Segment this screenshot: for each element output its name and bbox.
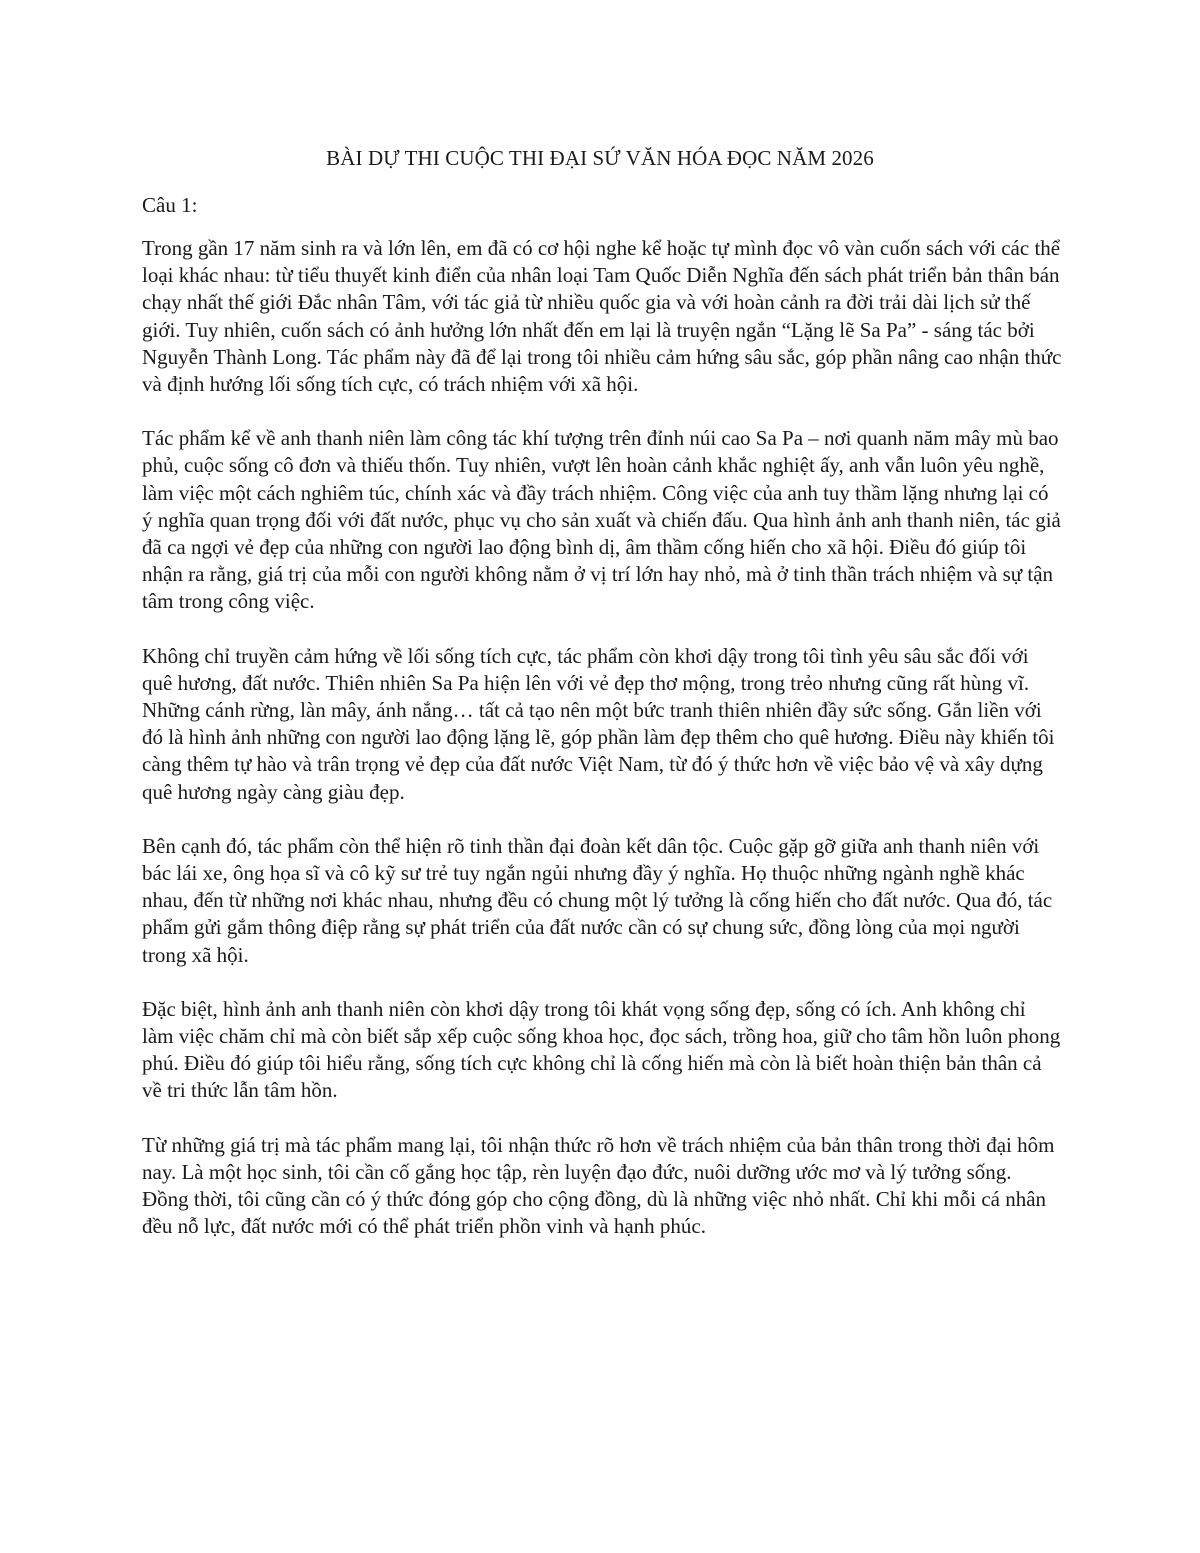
document-title: BÀI DỰ THI CUỘC THI ĐẠI SỨ VĂN HÓA ĐỌC NĂM 2026 <box>326 146 874 170</box>
paragraph-5: Đặc biệt, hình ảnh anh thanh niên còn khơi dậy trong tôi khát vọng sống đẹp, sống có ích. Anh không chỉ làm việc chăm chỉ mà còn biết sắp xếp cuộc sống khoa học, đọc sách, trồng hoa, giữ cho tâm hồn luôn phong phú. Điều đó giúp tôi hiểu rằng, sống tích cực không chỉ là cống hiến mà còn là biết hoàn thiện bản thân cả về tri thức lẫn tâm hồn. <box>142 996 1061 1103</box>
document-body <box>142 235 1062 1268</box>
question-label: Câu 1: <box>142 193 198 217</box>
paragraph-1: Trong gần 17 năm sinh ra và lớn lên, em đã có cơ hội nghe kể hoặc tự mình đọc vô vàn cuốn sách với các thể loại khác nhau: từ tiểu thuyết kinh điển của nhân loại Tam Quốc Diễn Nghĩa đến sách phát triển bản thân bán chạy nhất thế giới Đắc nhân Tâm, với tác giả từ nhiều quốc gia và với hoàn cảnh ra đời trải dài lịch sử thế giới. Tuy nhiên, cuốn sách có ảnh hưởng lớn nhất đến em lại là truyện ngắn “Lặng lẽ Sa Pa” - sáng tác bởi Nguyễn Thành Long. Tác phẩm này đã để lại trong tôi nhiều cảm hứng sâu sắc, góp phần nâng cao nhận thức và định hướng lối sống tích cực, có trách nhiệm với xã hội. <box>142 236 1062 397</box>
paragraph-6: Từ những giá trị mà tác phẩm mang lại, tôi nhận thức rõ hơn về trách nhiệm của bản thân trong thời đại hôm nay. Là một học sinh, tôi cần cố gắng học tập, rèn luyện đạo đức, nuôi dưỡng ước mơ và lý tưởng sống. Đồng thời, tôi cũng cần có ý thức đóng góp cho cộng đồng, dù là những việc nhỏ nhất. Chỉ khi mỗi cá nhân đều nỗ lực, đất nước mới có thể phát triển phồn vinh và hạnh phúc. <box>142 1132 1055 1239</box>
paragraph-2: Tác phẩm kể về anh thanh niên làm công tác khí tượng trên đỉnh núi cao Sa Pa – nơi quanh năm mây mù bao phủ, cuộc sống cô đơn và thiếu thốn. Tuy nhiên, vượt lên hoàn cảnh khắc nghiệt ấy, anh vẫn luôn yêu nghề, làm việc một cách nghiêm túc, chính xác và đầy trách nhiệm. Công việc của anh tuy thầm lặng nhưng lại có ý nghĩa quan trọng đối với đất nước, phục vụ cho sản xuất và chiến đấu. Qua hình ảnh anh thanh niên, tác giả đã ca ngợi vẻ đẹp của những con người lao động bình dị, âm thầm cống hiến cho xã hội. Điều đó giúp tôi nhận ra rằng, giá trị của mỗi con người không nằm ở vị trí lớn hay nhỏ, mà ở tinh thần trách nhiệm và sự tận tâm trong công việc. <box>142 426 1061 614</box>
paragraph-4: Bên cạnh đó, tác phẩm còn thể hiện rõ tinh thần đại đoàn kết dân tộc. Cuộc gặp gỡ giữa anh thanh niên với bác lái xe, ông họa sĩ và cô kỹ sư trẻ tuy ngắn ngủi nhưng đầy ý nghĩa. Họ thuộc những ngành nghề khác nhau, đến từ những nơi khác nhau, nhưng đều có chung một lý tưởng là cống hiến cho đất nước. Qua đó, tác phẩm gửi gắm thông điệp rằng sự phát triển của đất nước cần có sự chung sức, đồng lòng của mọi người trong xã hội. <box>142 833 1053 967</box>
paragraph-3: Không chỉ truyền cảm hứng về lối sống tích cực, tác phẩm còn khơi dậy trong tôi tình yêu sâu sắc đối với quê hương, đất nước. Thiên nhiên Sa Pa hiện lên với vẻ đẹp thơ mộng, trong trẻo nhưng cũng rất hùng vĩ. Những cánh rừng, làn mây, ánh nắng… tất cả tạo nên một bức tranh thiên nhiên đầy sức sống. Gắn liền với đó là hình ảnh những con người lao động lặng lẽ, góp phần làm đẹp thêm cho quê hương. Điều này khiến tôi càng thêm tự hào và trân trọng vẻ đẹp của đất nước Việt Nam, từ đó ý thức hơn về việc bảo vệ và xây dựng quê hương ngày càng giàu đẹp. <box>142 643 1055 804</box>
